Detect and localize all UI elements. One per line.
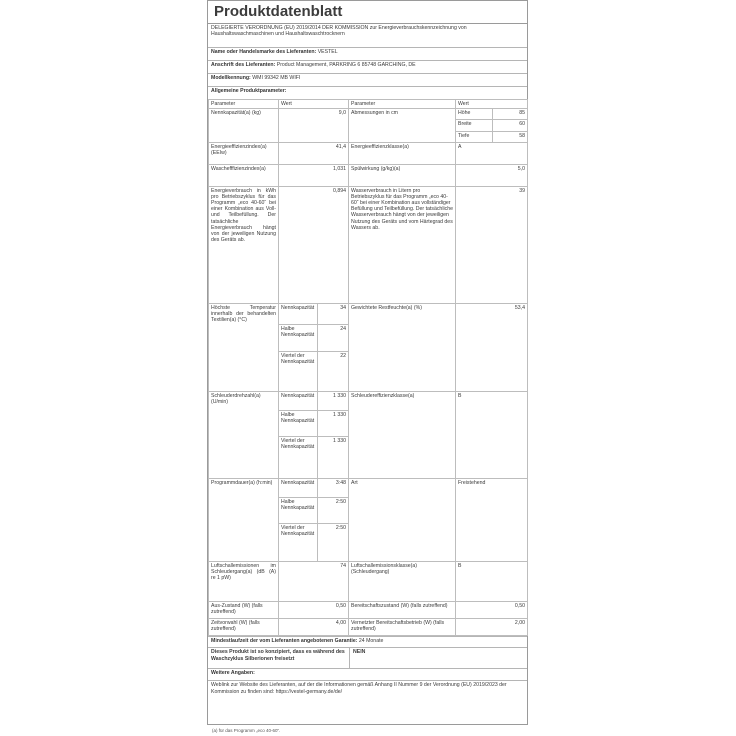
sub-value: 3:48 [317, 479, 348, 497]
table-row [209, 143, 528, 165]
energy-class-label: Energieeffizienzklasse(a) [349, 143, 456, 165]
sub-label: Halbe Nennkapazität [279, 497, 317, 523]
sub-label: Viertel der Nennkapazität [279, 351, 317, 391]
rinse-label: Spülwirkung (g/kg)(a) [349, 165, 456, 187]
height-value: 85 [492, 109, 527, 120]
width-value: 60 [492, 120, 527, 131]
noise-class-value: B [456, 562, 528, 602]
capacity-value: 9,0 [279, 109, 349, 143]
eei-label: Energieeffizienzindex(a) (EEIw) [209, 143, 279, 165]
parameter-table [208, 99, 527, 636]
eei-value: 41,4 [279, 143, 349, 165]
header-param: Parameter [209, 100, 279, 109]
rinse-value: 5,0 [456, 165, 528, 187]
water-consumption-label: Wasserverbrauch in Litern pro Betriebszyklus für das Programm „eco 40-60“ bei einer Kombination aus vollständiger Befüllung und Teilbefüllung. Der tatsächliche Wasserverbrauch hängt von der jeweiligen Nutzung des Geräts und vom Härtegrad des Wassers ab. [349, 187, 456, 304]
sub-label: Viertel der Nennkapazität [279, 436, 317, 478]
depth-value: 58 [519, 132, 525, 139]
sub-label: Viertel der Nennkapazität [279, 523, 317, 561]
sub-value: 1 330 [333, 437, 346, 444]
sub-value: 2:50 [335, 524, 346, 531]
energy-class-value: A [456, 143, 528, 165]
table-row [209, 479, 528, 562]
table-row [209, 304, 528, 392]
temperature-label: Höchste Temperatur innerhalb der behandelten Textilien(a) (°C) [209, 304, 279, 392]
noise-class-label: Luftschallemissionsklasse(a) (Schleudergang) [349, 562, 456, 602]
sub-label: Nennkapazität [279, 392, 317, 410]
water-consumption-value: 39 [456, 187, 528, 304]
spin-speed-label: Schleuderdrehzahl(a) (U/min) [209, 392, 279, 479]
page-title: Produktdatenblatt [208, 1, 527, 24]
general-params-heading: Allgemeine Produktparameter: [211, 88, 287, 94]
duration-label: Programmdauer(a) (h:min) [209, 479, 279, 562]
table-row [209, 562, 528, 602]
wash-efficiency-value: 1,031 [279, 165, 349, 187]
energy-consumption-value: 0,894 [279, 187, 349, 304]
header-value: Wert [279, 100, 349, 109]
wash-efficiency-label: Waschefffizienzindex(a) [209, 165, 279, 187]
table-row [209, 602, 528, 619]
weblink-text: Weblink zur Website des Lieferanten, auf der die Informationen gemäß Anhang II Nummer 9 der Verordnung (EU) 2019/2023 der Kommission zu finden sind: https://vestel-germany.de/de/ [211, 682, 507, 695]
table-header-row [209, 100, 528, 109]
supplier-address-row: Anschrift des Lieferanten: Product Management, PARKRING 6 85748 GARCHING, DE [208, 61, 527, 74]
regulation-text: DELEGIERTE VERORDNUNG (EU) 2019/2014 DER KOMMISSION zur Energieverbrauchskennzeichnung von Haushaltswaschmaschinen und Haushaltswaschtrocknern [208, 24, 527, 48]
dimensions-label: Abmessungen in cm [349, 109, 456, 143]
sub-label: Nennkapazität [279, 479, 317, 497]
supplier-name-row: Name oder Handelsmarke des Lieferanten: VESTEL [208, 48, 527, 61]
table-row [209, 619, 528, 636]
width-label: Breite [456, 120, 492, 131]
off-mode-value: 0,50 [279, 602, 349, 619]
silver-ions-row: Dieses Produkt ist so konzipiert, dass es während des Waschzyklus Silberionen freisetzt NEIN [208, 648, 527, 669]
sub-value: 22 [340, 352, 346, 359]
delay-start-label: Zeitvorwahl (W) (falls zutreffend) [209, 619, 279, 636]
standby-label: Bereitschaftszustand (W) (falls zutreffend) [349, 602, 456, 619]
sub-value: 2:50 [317, 497, 348, 523]
networked-standby-value: 2,00 [456, 619, 528, 636]
table-row [209, 187, 528, 304]
noise-value: 74 [279, 562, 349, 602]
depth-label: Tiefe [456, 131, 492, 142]
product-datasheet [207, 0, 528, 725]
delay-start-value: 4,00 [279, 619, 349, 636]
table-row [209, 109, 528, 143]
height-label: Höhe [456, 109, 492, 120]
table-row [209, 392, 528, 479]
moisture-value: 53,4 [456, 304, 528, 392]
header-value: Wert [456, 100, 528, 109]
table-row [209, 165, 528, 187]
noise-label: Luftschallemissionen im Schleudergang(a) (dB (A) re 1 pW) [209, 562, 279, 602]
networked-standby-label: Vernetzter Bereitschaftsbetrieb (W) (falls zutreffend) [349, 619, 456, 636]
sub-value: 24 [317, 324, 348, 351]
sub-value: 34 [317, 304, 348, 324]
sub-label: Halbe Nennkapazität [279, 410, 317, 436]
standby-value: 0,50 [456, 602, 528, 619]
type-value: Freistehend [456, 479, 528, 562]
sub-label: Nennkapazität [279, 304, 317, 324]
capacity-label: Nennkapazität(a) (kg) [209, 109, 279, 143]
footnote: (a) für das Programm „eco 40-60“. [212, 728, 281, 733]
sub-value: 1 330 [317, 392, 348, 410]
moisture-label: Gewichtete Restfeuchte(a) (%) [349, 304, 456, 392]
type-label: Art [349, 479, 456, 562]
energy-consumption-label: Energieverbrauch in kWh pro Betriebszyklus für das Programm „eco 40-60“ bei einer Kombination aus Voll- und Teilbefüllung. Der tatsächliche Energieverbrauch hängt von der jeweiligen Nutzung des Geräts ab. [209, 187, 279, 304]
guarantee-row: Mindestlaufzeit der vom Lieferanten angebotenen Garantie: 24 Monate [208, 636, 527, 648]
model-row: Modellkennung: WMI 99342 MB WIFI [208, 74, 527, 87]
off-mode-label: Aus-Zustand (W) (falls zutreffend) [209, 602, 279, 619]
sub-value: 1 330 [317, 410, 348, 436]
sub-label: Halbe Nennkapazität [279, 324, 317, 351]
spin-class-value: B [456, 392, 528, 479]
header-param: Parameter [349, 100, 456, 109]
further-info-heading: Weitere Angaben: [208, 669, 527, 681]
spin-class-label: Schleudereffizienzklasse(a) [349, 392, 456, 479]
